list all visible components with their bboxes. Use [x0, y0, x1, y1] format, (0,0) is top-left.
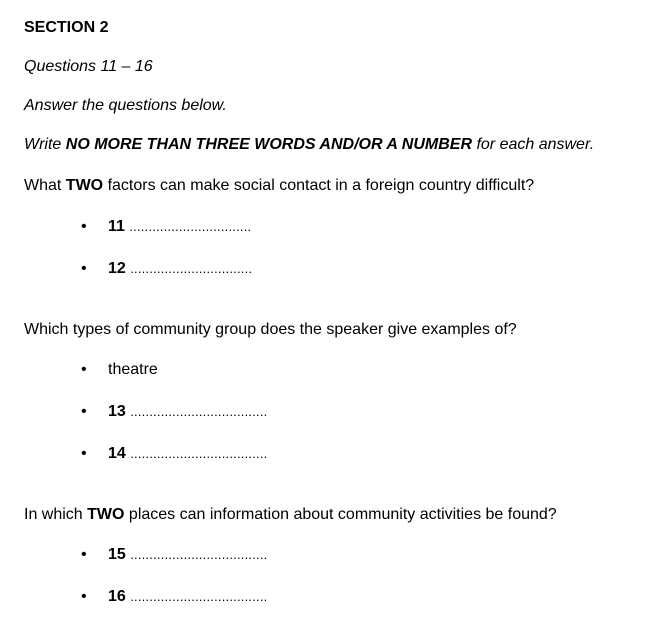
bullet-icon: • [81, 218, 87, 235]
prompt-1-prefix: What [24, 177, 66, 194]
bullet-icon: • [81, 260, 87, 277]
word-limit-prefix: Write [24, 136, 66, 153]
section-title: SECTION 2 [24, 19, 109, 36]
answer-item-12 [81, 259, 252, 279]
bullet-icon: • [81, 546, 87, 563]
answer-blank[interactable]: .................................... [130, 404, 268, 419]
prompt-1-suffix: factors can make social contact in a foreign country difficult? [103, 177, 535, 194]
example-text: theatre [108, 361, 158, 378]
question-number: 16 [108, 588, 126, 605]
questions-range: Questions 11 – 16 [24, 58, 153, 75]
question-number: 15 [108, 546, 126, 563]
question-group-2-prompt: Which types of community group does the speaker give examples of? [24, 321, 517, 338]
answer-item-13 [81, 402, 267, 422]
prompt-3-suffix: places can information about community activities be found? [124, 506, 557, 523]
prompt-1-emphasis: TWO [65, 177, 104, 194]
answer-blank[interactable]: ................................ [129, 219, 252, 234]
answer-item-14 [81, 444, 267, 464]
answer-item-16 [81, 587, 267, 607]
answer-blank[interactable]: .................................... [130, 446, 268, 461]
prompt-3-emphasis: TWO [87, 506, 125, 523]
question-group-1-prompt [24, 176, 534, 196]
prompt-3-prefix: In which [24, 506, 88, 523]
instruction-text: Answer the questions below. [24, 97, 227, 114]
bullet-icon: • [81, 588, 87, 605]
word-limit-suffix: for each answer. [472, 136, 595, 153]
answer-blank[interactable]: .................................... [130, 547, 268, 562]
answer-blank[interactable]: .................................... [130, 589, 268, 604]
question-number: 12 [108, 260, 126, 277]
answer-blank[interactable]: ................................ [130, 261, 253, 276]
bullet-icon: • [81, 403, 87, 420]
question-number: 13 [108, 403, 126, 420]
answer-item-11 [81, 217, 251, 237]
word-limit-emphasis: NO MORE THAN THREE WORDS AND/OR A NUMBER [65, 136, 472, 153]
bullet-icon: • [81, 361, 87, 378]
question-group-3-prompt [24, 505, 557, 525]
word-limit-rule [24, 135, 594, 155]
answer-item-15 [81, 545, 267, 565]
bullet-icon: • [81, 445, 87, 462]
question-number: 14 [108, 445, 126, 462]
question-number: 11 [108, 218, 125, 235]
example-item [81, 360, 158, 380]
